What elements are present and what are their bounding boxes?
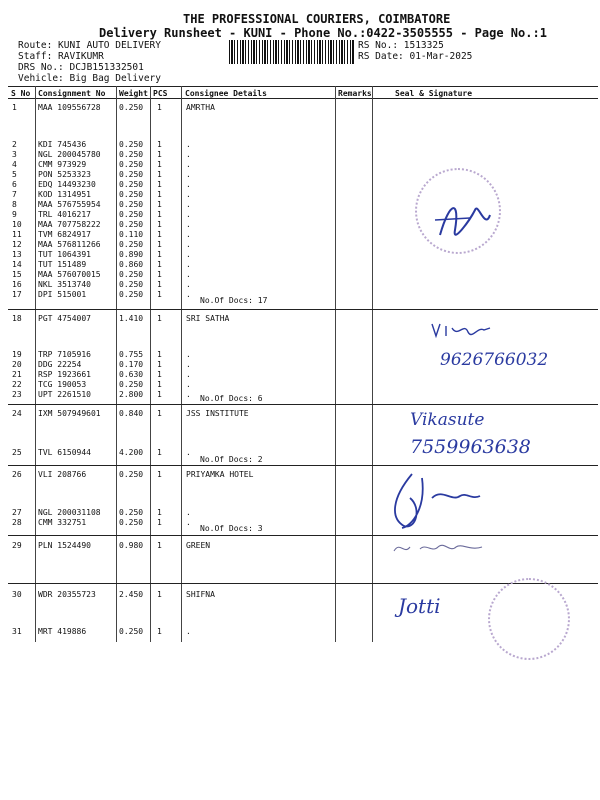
row-consignment-no: MAA 707758222 <box>38 220 101 229</box>
row-weight: 0.250 <box>119 627 144 636</box>
docs-count: No.Of Docs: 17 <box>200 296 268 305</box>
row-sno: 26 <box>12 470 22 479</box>
row-sno: 30 <box>12 590 22 599</box>
drs-label: DRS No.: DCJB151332501 <box>18 62 144 73</box>
row-sno: 29 <box>12 541 22 550</box>
header-remarks: Remarks <box>338 89 372 98</box>
row-sno: 2 <box>12 140 17 149</box>
row-consignee-details: SRI SATHA <box>186 314 230 323</box>
row-consignee-details: . <box>186 190 191 199</box>
row-consignment-no: MAA 576755954 <box>38 200 101 209</box>
row-consignment-no: UPT 2261510 <box>38 390 91 399</box>
row-consignment-no: WDR 20355723 <box>38 590 96 599</box>
barcode <box>229 40 355 64</box>
row-consignment-no: TVM 6824917 <box>38 230 91 239</box>
row-consignee-details: . <box>186 290 191 299</box>
docs-count: No.Of Docs: 2 <box>200 455 263 464</box>
row-consignee-details: PRIYAMKA HOTEL <box>186 470 254 479</box>
row-consignee-details: . <box>186 260 191 269</box>
row-pcs: 1 <box>157 590 162 599</box>
row-consignee-details: . <box>186 360 191 369</box>
handwritten-phone: 9626766032 <box>440 350 549 370</box>
row-pcs: 1 <box>157 180 162 189</box>
row-sno: 27 <box>12 508 22 517</box>
row-consignment-no: VLI 208766 <box>38 470 87 479</box>
row-sno: 22 <box>12 380 22 389</box>
vehicle-label: Vehicle: Big Bag Delivery <box>18 73 161 84</box>
row-weight: 0.250 <box>119 280 144 289</box>
row-weight: 0.110 <box>119 230 144 239</box>
handwritten-phone: 7559963638 <box>410 436 531 458</box>
row-sno: 4 <box>12 160 17 169</box>
row-weight: 4.200 <box>119 448 144 457</box>
table-header-rule <box>8 98 598 99</box>
column-divider <box>372 86 373 642</box>
rs-number: RS No.: 1513325 <box>358 40 444 51</box>
row-weight: 0.860 <box>119 260 144 269</box>
row-consignee-details: . <box>186 390 191 399</box>
row-consignee-details: JSS INSTITUTE <box>186 409 249 418</box>
row-pcs: 1 <box>157 230 162 239</box>
row-weight: 0.250 <box>119 240 144 249</box>
row-weight: 0.250 <box>119 380 144 389</box>
row-consignee-details: . <box>186 627 191 636</box>
row-pcs: 1 <box>157 190 162 199</box>
row-pcs: 1 <box>157 220 162 229</box>
row-weight: 0.250 <box>119 170 144 179</box>
row-pcs: 1 <box>157 541 162 550</box>
row-consignee-details: . <box>186 160 191 169</box>
row-weight: 0.250 <box>119 150 144 159</box>
row-sno: 16 <box>12 280 22 289</box>
row-weight: 0.250 <box>119 210 144 219</box>
column-divider <box>335 86 336 642</box>
row-weight: 2.450 <box>119 590 144 599</box>
row-weight: 0.250 <box>119 508 144 517</box>
table-top-rule <box>8 86 598 87</box>
row-pcs: 1 <box>157 360 162 369</box>
row-sno: 15 <box>12 270 22 279</box>
header-consignee: Consignee Details <box>185 89 267 98</box>
row-sno: 18 <box>12 314 22 323</box>
handwritten-signature <box>390 537 490 559</box>
row-consignee-details: . <box>186 370 191 379</box>
row-pcs: 1 <box>157 314 162 323</box>
row-pcs: 1 <box>157 627 162 636</box>
row-consignment-no: NGL 200045780 <box>38 150 101 159</box>
group-separator <box>8 309 598 310</box>
row-consignee-details: SHIFNA <box>186 590 215 599</box>
row-consignment-no: TRP 7105916 <box>38 350 91 359</box>
handwritten-signature <box>430 190 500 250</box>
row-consignment-no: RSP 1923661 <box>38 370 91 379</box>
row-sno: 3 <box>12 150 17 159</box>
row-consignee-details: . <box>186 448 191 457</box>
row-sno: 13 <box>12 250 22 259</box>
row-consignee-details: . <box>186 240 191 249</box>
row-consignee-details: . <box>186 180 191 189</box>
row-consignee-details: . <box>186 230 191 239</box>
row-weight: 0.250 <box>119 270 144 279</box>
row-consignee-details: . <box>186 518 191 527</box>
row-weight: 0.890 <box>119 250 144 259</box>
row-sno: 17 <box>12 290 22 299</box>
column-divider <box>116 86 117 642</box>
row-consignee-details: . <box>186 150 191 159</box>
row-consignment-no: KDI 745436 <box>38 140 87 149</box>
row-consignment-no: MRT 419886 <box>38 627 87 636</box>
row-pcs: 1 <box>157 370 162 379</box>
row-consignment-no: DPI 515001 <box>38 290 87 299</box>
row-weight: 0.250 <box>119 180 144 189</box>
row-consignee-details: . <box>186 200 191 209</box>
column-divider <box>181 86 182 642</box>
row-pcs: 1 <box>157 448 162 457</box>
row-pcs: 1 <box>157 508 162 517</box>
row-weight: 0.250 <box>119 470 144 479</box>
row-pcs: 1 <box>157 170 162 179</box>
row-sno: 14 <box>12 260 22 269</box>
row-sno: 5 <box>12 170 17 179</box>
row-consignee-details: . <box>186 270 191 279</box>
row-sno: 6 <box>12 180 17 189</box>
row-sno: 21 <box>12 370 22 379</box>
row-consignee-details: . <box>186 380 191 389</box>
row-consignment-no: NKL 3513740 <box>38 280 91 289</box>
header-sno: S No <box>11 89 31 98</box>
row-consignment-no: TUT 151489 <box>38 260 87 269</box>
row-consignee-details: . <box>186 280 191 289</box>
row-weight: 0.250 <box>119 220 144 229</box>
row-pcs: 1 <box>157 270 162 279</box>
docs-count: No.Of Docs: 6 <box>200 394 263 403</box>
row-sno: 23 <box>12 390 22 399</box>
column-divider <box>35 86 36 642</box>
row-pcs: 1 <box>157 350 162 359</box>
row-sno: 9 <box>12 210 17 219</box>
row-consignment-no: PON 5253323 <box>38 170 91 179</box>
row-weight: 0.170 <box>119 360 144 369</box>
rs-date: RS Date: 01-Mar-2025 <box>358 51 473 62</box>
row-sno: 8 <box>12 200 17 209</box>
row-consignee-details: . <box>186 140 191 149</box>
row-weight: 0.250 <box>119 190 144 199</box>
row-consignee-details: GREEN <box>186 541 211 550</box>
row-weight: 0.840 <box>119 409 144 418</box>
handwritten-name: Jotti <box>398 594 441 618</box>
row-pcs: 1 <box>157 409 162 418</box>
company-title: THE PROFESSIONAL COURIERS, COIMBATORE <box>183 12 451 26</box>
row-pcs: 1 <box>157 290 162 299</box>
row-consignment-no: CMM 332751 <box>38 518 87 527</box>
row-pcs: 1 <box>157 240 162 249</box>
row-sno: 31 <box>12 627 22 636</box>
row-consignment-no: PLN 1524490 <box>38 541 91 550</box>
row-sno: 24 <box>12 409 22 418</box>
row-pcs: 1 <box>157 390 162 399</box>
column-divider <box>150 86 151 642</box>
row-weight: 2.800 <box>119 390 144 399</box>
row-consignment-no: MAA 109556728 <box>38 103 101 112</box>
row-pcs: 1 <box>157 470 162 479</box>
staff-label: Staff: RAVIKUMR <box>18 51 104 62</box>
row-consignment-no: TRL 4016217 <box>38 210 91 219</box>
header-consignment: Consignment No <box>38 89 106 98</box>
row-pcs: 1 <box>157 140 162 149</box>
row-pcs: 1 <box>157 150 162 159</box>
runsheet-subtitle: Delivery Runsheet - KUNI - Phone No.:0422-3505555 - Page No.:1 <box>99 26 547 40</box>
row-consignment-no: KOD 1314951 <box>38 190 91 199</box>
row-consignee-details: . <box>186 220 191 229</box>
row-weight: 0.980 <box>119 541 144 550</box>
row-consignment-no: IXM 507949601 <box>38 409 101 418</box>
row-pcs: 1 <box>157 250 162 259</box>
row-weight: 0.250 <box>119 103 144 112</box>
row-sno: 11 <box>12 230 22 239</box>
row-sno: 20 <box>12 360 22 369</box>
row-consignment-no: EDQ 14493230 <box>38 180 96 189</box>
row-consignment-no: CMM 973929 <box>38 160 87 169</box>
row-consignment-no: PGT 4754007 <box>38 314 91 323</box>
row-weight: 0.250 <box>119 200 144 209</box>
row-pcs: 1 <box>157 260 162 269</box>
row-consignee-details: . <box>186 508 191 517</box>
row-weight: 0.250 <box>119 518 144 527</box>
header-seal-signature: Seal & Signature <box>395 89 473 98</box>
row-pcs: 1 <box>157 210 162 219</box>
row-pcs: 1 <box>157 200 162 209</box>
row-consignee-details: AMRTHA <box>186 103 215 112</box>
handwritten-signature <box>428 318 508 342</box>
company-seal-stamp <box>488 578 570 660</box>
row-consignment-no: TUT 1064391 <box>38 250 91 259</box>
route-label: Route: KUNI AUTO DELIVERY <box>18 40 161 51</box>
row-consignment-no: TCG 190053 <box>38 380 87 389</box>
row-weight: 0.630 <box>119 370 144 379</box>
row-sno: 10 <box>12 220 22 229</box>
row-consignment-no: DDG 22254 <box>38 360 82 369</box>
row-sno: 1 <box>12 103 17 112</box>
row-weight: 0.250 <box>119 160 144 169</box>
group-separator <box>8 535 598 536</box>
handwritten-signature <box>382 468 492 532</box>
row-pcs: 1 <box>157 518 162 527</box>
row-consignment-no: NGL 200031108 <box>38 508 101 517</box>
row-consignee-details: . <box>186 350 191 359</box>
row-weight: 1.410 <box>119 314 144 323</box>
row-pcs: 1 <box>157 280 162 289</box>
row-consignee-details: . <box>186 210 191 219</box>
row-pcs: 1 <box>157 103 162 112</box>
row-consignment-no: TVL 6150944 <box>38 448 91 457</box>
row-consignment-no: MAA 576070015 <box>38 270 101 279</box>
row-sno: 7 <box>12 190 17 199</box>
row-pcs: 1 <box>157 160 162 169</box>
header-weight: Weight <box>119 89 148 98</box>
row-sno: 28 <box>12 518 22 527</box>
handwritten-name: Vikasute <box>410 410 485 430</box>
group-separator <box>8 404 598 405</box>
docs-count: No.Of Docs: 3 <box>200 524 263 533</box>
row-consignment-no: MAA 576811266 <box>38 240 101 249</box>
row-pcs: 1 <box>157 380 162 389</box>
row-sno: 12 <box>12 240 22 249</box>
group-separator <box>8 465 598 466</box>
row-weight: 0.250 <box>119 290 144 299</box>
row-consignee-details: . <box>186 250 191 259</box>
row-sno: 19 <box>12 350 22 359</box>
row-weight: 0.755 <box>119 350 144 359</box>
row-sno: 25 <box>12 448 22 457</box>
row-consignee-details: . <box>186 170 191 179</box>
header-pcs: PCS <box>153 89 168 98</box>
row-weight: 0.250 <box>119 140 144 149</box>
